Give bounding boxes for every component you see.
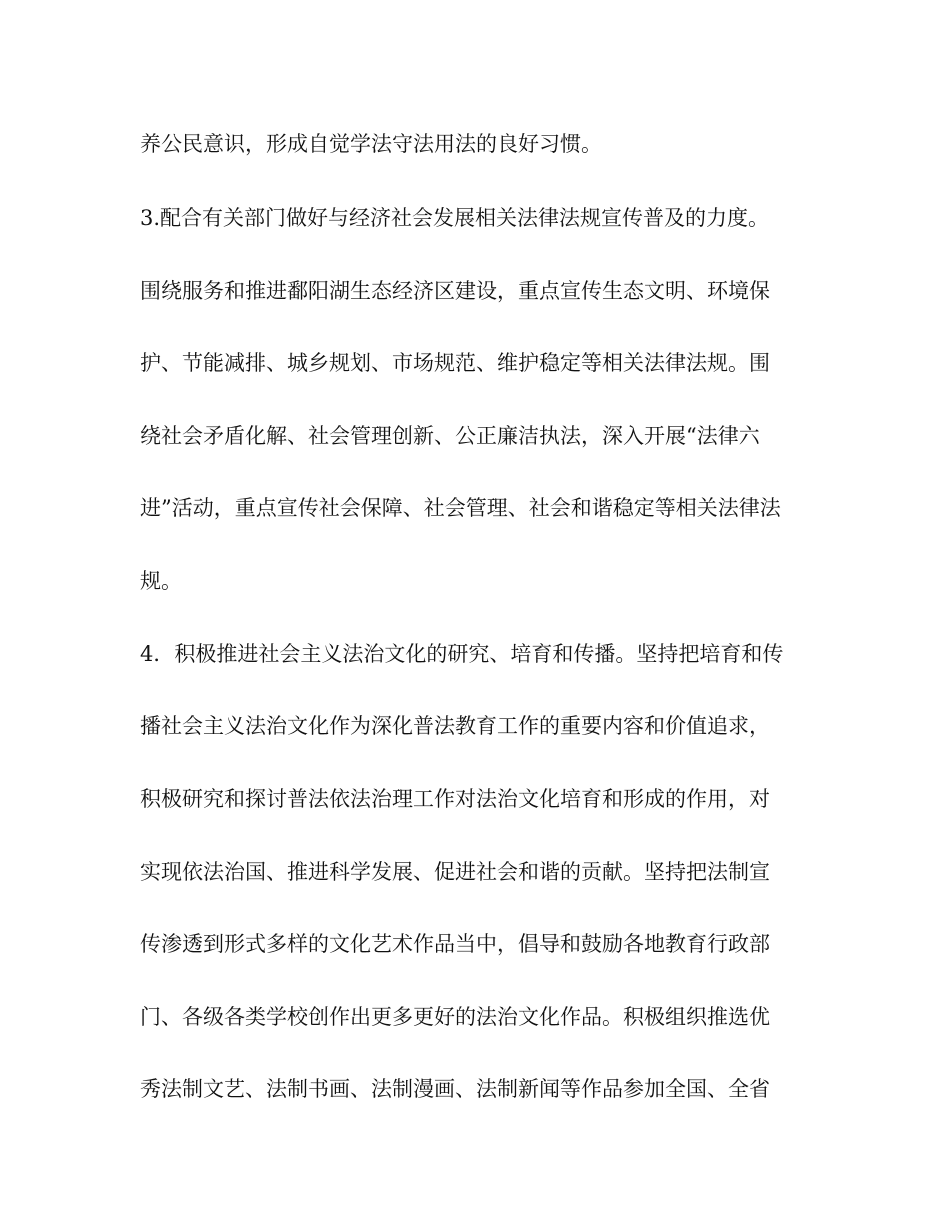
text-line-11: 实现依法治国、推进科学发展、促进社会和谐的贡献。坚持把法制宣 — [140, 860, 770, 884]
text-line-10: 积极研究和探讨普法依法治理工作对法治文化培育和形成的作用，对 — [140, 787, 770, 811]
text-line-6: 进”活动，重点宣传社会保障、社会管理、社会和谐稳定等相关法律法 — [140, 496, 781, 520]
text-line-9: 播社会主义法治文化作为深化普法教育工作的重要内容和价值追求， — [140, 714, 770, 738]
text-line-12: 传渗透到形式多样的文化艺术作品当中，倡导和鼓励各地教育行政部 — [140, 932, 770, 956]
text-line-7: 规。 — [140, 569, 182, 593]
text-line-1: 养公民意识，形成自觉学法守法用法的良好习惯。 — [140, 132, 602, 156]
text-line-8: 4．积极推进社会主义法治文化的研究、培育和传播。坚持把培育和传 — [140, 642, 784, 666]
text-line-14: 秀法制文艺、法制书画、法制漫画、法制新闻等作品参加全国、全省 — [140, 1077, 770, 1101]
text-line-2: 3.配合有关部门做好与经济社会发展相关法律法规宣传普及的力度。 — [140, 206, 770, 230]
text-line-3: 围绕服务和推进鄱阳湖生态经济区建设，重点宣传生态文明、环境保 — [140, 279, 770, 303]
text-line-5: 绕社会矛盾化解、社会管理创新、公正廉洁执法，深入开展“法律六 — [140, 424, 760, 448]
text-line-13: 门、各级各类学校创作出更多更好的法治文化作品。积极组织推选优 — [140, 1005, 770, 1029]
text-line-4: 护、节能减排、城乡规划、市场规范、维护稳定等相关法律法规。围 — [140, 351, 770, 375]
